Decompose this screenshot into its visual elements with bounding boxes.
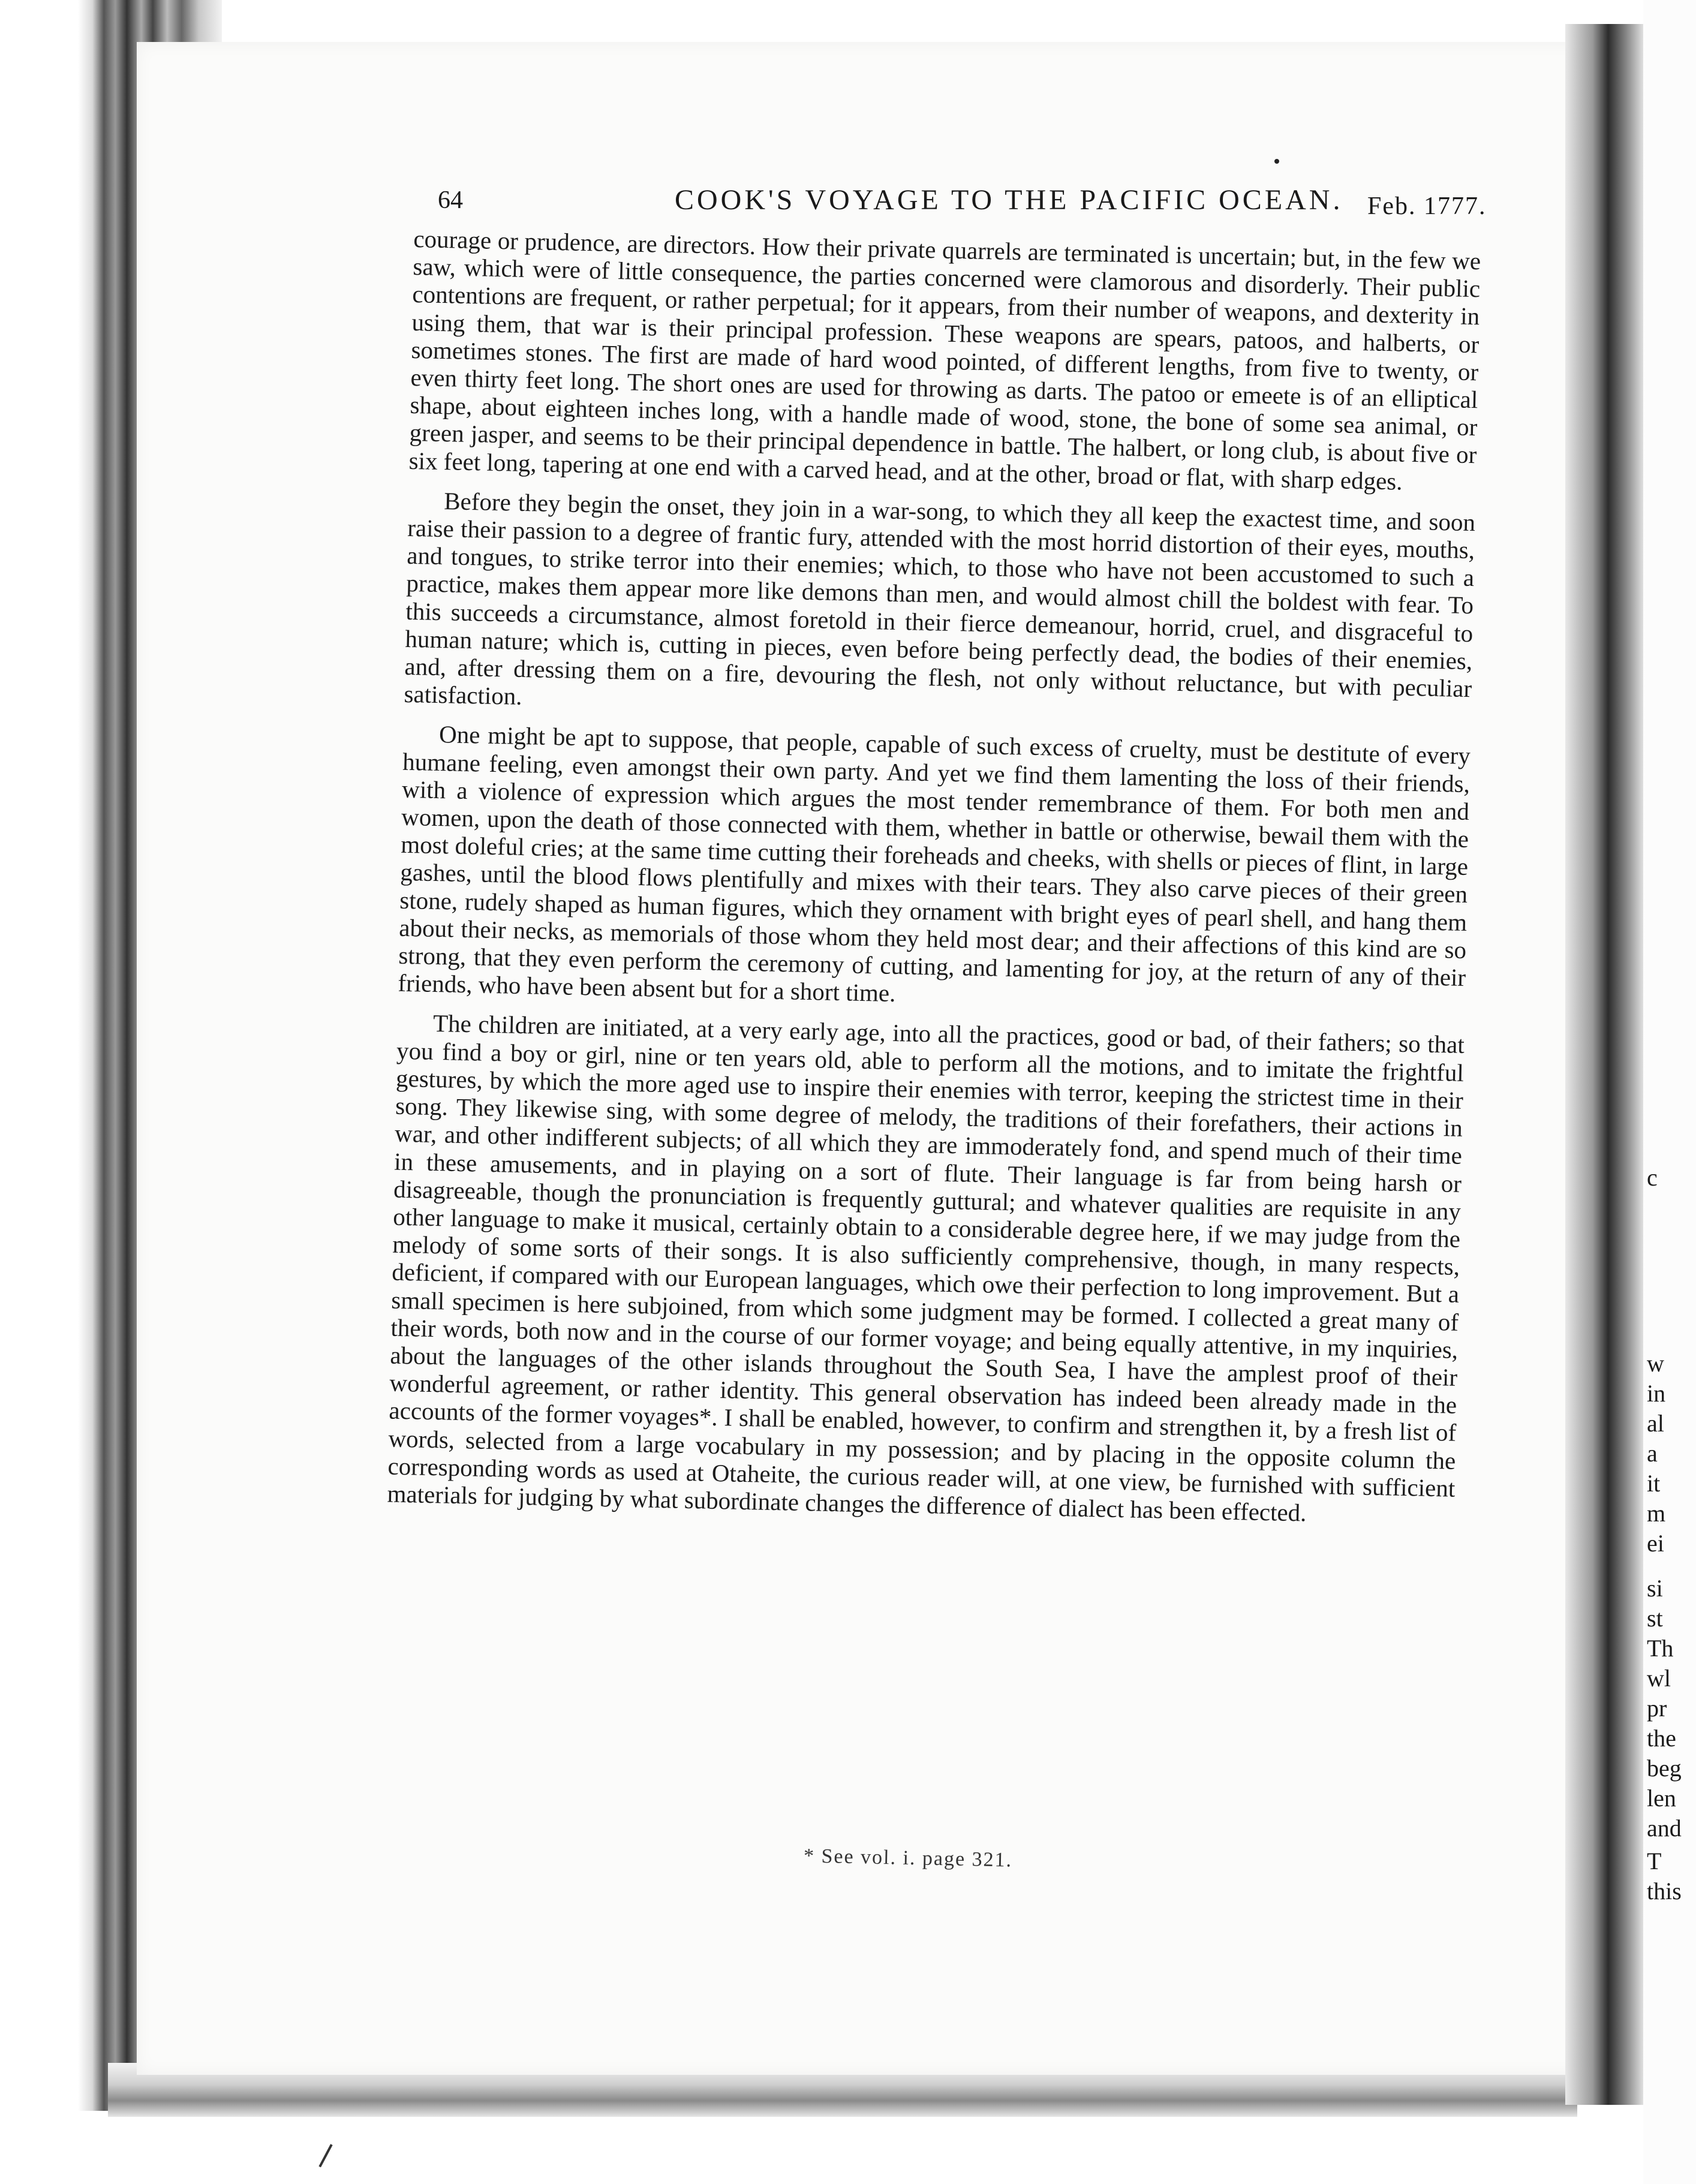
facing-page-fragment: si [1647,1575,1663,1602]
scan-scratch [318,2144,342,2172]
running-title: COOK'S VOYAGE TO THE PACIFIC OCEAN. [675,184,1343,216]
book-gutter-shadow [1565,24,1643,2105]
page-number: 64 [438,186,463,214]
facing-page-fragment: T [1647,1848,1662,1875]
dust-speck [1274,159,1279,164]
running-head [438,181,1493,223]
running-date: Feb. 1777. [1367,192,1487,220]
facing-page-fragment: ei [1647,1530,1664,1557]
facing-page [1643,0,1696,2184]
facing-page-fragment: st [1647,1605,1663,1632]
facing-page-fragment: Th [1647,1635,1674,1662]
paragraph: The children are initiated, at a very early age, into all the practices, good or bad, of their fathers; so that you find a boy or girl, nine or ten years old, able to perform all the motions, and to imitate the frightful gestures, by which the more aged use to inspire their enemies with terror, keeping the strictest time in their song. They likewise sing, with some degree of melody, the traditions of their forefathers, their actions in war, and other indifferent subjects; of all which they are immoderately fond, and spend much of their time in these amusements, and in playing on a sort of flute. Their language is far from being harsh or disagreeable, though the pronunciation is frequently guttural; and whatever qualities are requisite in any other language to make it musical, certainly obtain to a considerable degree here, if we may judge from the melody of some sorts of their songs. It is also sufficiently comprehensive, though, in many respects, deficient, if compared with our European languages, which owe their perfection to long improvement. But a small specimen is here subjoined, from which some judgment may be formed. I collected a great many of their words, both now and in the course of our former voyage; and being equally attentive, in my inquiries, about the languages of the other islands throughout the South Sea, I have the amplest proof of their wonderful agreement, or rather identity. This general observation has indeed been already made in the accounts of the former voyages*. I shall be enabled, however, to confirm and strengthen it, by a fresh list of words, selected from a large vocabulary in my possession; and by placing in the opposite column the corresponding words as used at Otaheite, the curious reader will, at one view, be furnished with sufficient materials for judging by what subordinate changes the difference of dialect has been effected. [387,1009,1465,1527]
body-text [387,225,1481,1542]
facing-page-fragment: this [1647,1878,1682,1905]
facing-page-fragment: pr [1647,1695,1667,1722]
facing-page-fragment: and [1647,1815,1682,1842]
facing-page-fragment: wl [1647,1665,1671,1692]
footnote: * See vol. i. page 321. [803,1845,1013,1872]
facing-page-fragment: beg [1647,1755,1682,1782]
facing-page-fragment: len [1647,1785,1676,1812]
facing-page-fragment: c [1647,1164,1658,1191]
facing-page-fragment: al [1647,1410,1664,1437]
facing-page-fragment: m [1647,1500,1666,1527]
paragraph: Before they begin the onset, they join in a war-song, to which they all keep the exactest time, and soon raise their passion to a degree of frantic fury, attended with the most horrid distortion of their eyes, mouths, and tongues, to strike terror into their enemies; which, to those who have not been accustomed to such a practice, makes them appear more like demons than men, and would almost chill the boldest with fear. To this succeeds a circumstance, almost foretold in their fierce demeanour, horrid, cruel, and disgraceful to human nature; which is, cutting in pieces, even before being perfectly dead, the bodies of their enemies, and, after dressing them on a fire, devouring the flesh, not only without reluctance, but with peculiar satisfaction. [404,486,1476,711]
facing-page-fragment: the [1647,1725,1676,1752]
facing-page-fragment: w [1647,1350,1664,1377]
facing-page-fragment: a [1647,1440,1658,1467]
facing-page-fragment: it [1647,1470,1661,1497]
facing-page-fragment: in [1647,1380,1666,1407]
paragraph: One might be apt to suppose, that people, capable of such excess of cruelty, must be destitute of every humane feeling, even amongst their own party. And yet we find them lamenting the loss of their friends, with a violence of expression which argues the most tender remembrance of them. For both men and women, upon the death of those connected with them, whether in battle or otherwise, bewail them with the most doleful cries; at the same time cutting their foreheads and cheeks, with shells or pieces of flint, in large gashes, until the blood flows plentifully and mixes with their tears. They also carve pieces of their green stone, rudely shaped as human figures, which they ornament with bright eyes of pearl shell, and hang them about their necks, as memorials of those whom they held most dear; and their affections of this kind are so strong, that they even perform the ceremony of cutting, and lamenting for joy, at the return of any of their friends, who have been absent but for a short time. [398,720,1471,1007]
paragraph: courage or prudence, are directors. How their private quarrels are terminated is uncertain; but, in the few we saw, which were of little consequence, the parties concerned were clamorous and disorderly. Their public contentions are frequent, or rather perpetual; for it appears, from their number of weapons, and dexterity in using them, that war is their principal profession. These weapons are spears, patoos, and halberts, or sometimes stones. The first are made of hard wood pointed, of different lengths, from five to twenty, or even thirty feet long. The short ones are used for throwing as darts. The patoo or emeete is of an elliptical shape, about eighteen inches long, with a handle made of wood, stone, the bone of some sea animal, or green jasper, and seems to be their principal dependence in battle. The halbert, or long club, is about five or six feet long, tapering at one end with a carved head, and at the other, broad or flat, with sharp edges. [408,225,1481,495]
